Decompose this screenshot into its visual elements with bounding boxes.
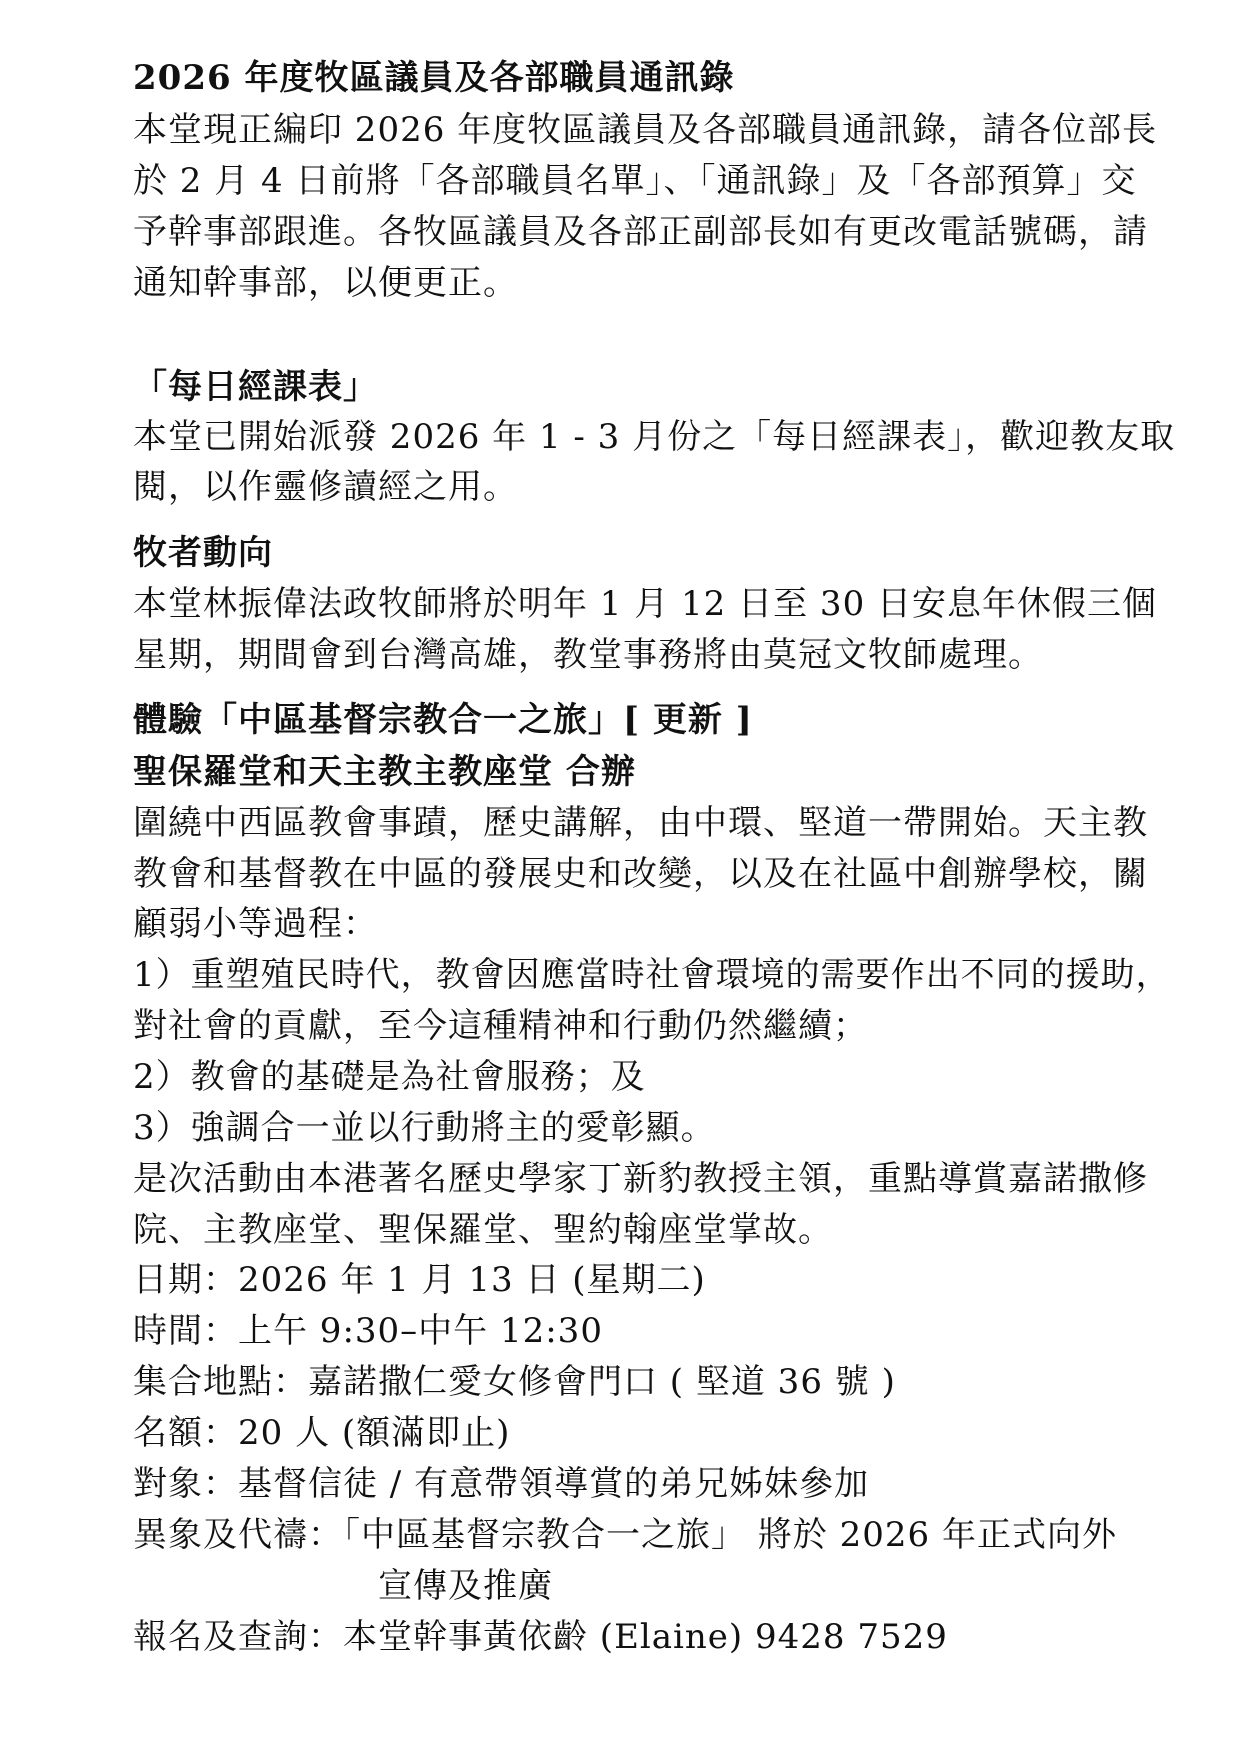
tour-heading: 體驗「中區基督宗教合一之旅」[ 更新 ] (133, 700, 753, 740)
lectionary-text-line: 本堂已開始派發 2026 年 1 - 3 月份之「每日經課表」，歡迎教友取 (133, 417, 1176, 457)
tour-quota-line: 名額：20 人 (額滿即止) (133, 1413, 511, 1453)
pastor-text-line: 星期，期間會到台灣高雄，教堂事務將由莫冠文牧師處理。 (133, 635, 1043, 675)
tour-time-line: 時間：上午 9:30–中午 12:30 (133, 1311, 603, 1351)
tour-subheading: 聖保羅堂和天主教主教座堂 合辦 (133, 752, 636, 792)
tour-text-line: 圍繞中西區教會事蹟，歷史講解，由中環、堅道一帶開始。天主教 (133, 803, 1148, 843)
lectionary-text-line: 閱，以作靈修讀經之用。 (133, 467, 518, 507)
tour-text-line: 1）重塑殖民時代，教會因應當時社會環境的需要作出不同的援助， (133, 955, 1171, 995)
directory-text-line: 通知幹事部，以便更正。 (133, 263, 518, 303)
tour-text-line: 是次活動由本港著名歷史學家丁新豹教授主領，重點導賞嘉諾撒修 (133, 1159, 1148, 1199)
pastor-text-line: 本堂林振偉法政牧師將於明年 1 月 12 日至 30 日安息年休假三個 (133, 584, 1158, 624)
directory-text-line: 予幹事部跟進。各牧區議員及各部正副部長如有更改電話號碼，請 (133, 212, 1148, 252)
tour-date-line: 日期：2026 年 1 月 13 日 (星期二) (133, 1260, 706, 1300)
tour-text-line: 3）強調合一並以行動將主的愛彰顯。 (133, 1108, 716, 1148)
directory-text-line: 本堂現正編印 2026 年度牧區議員及各部職員通訊錄，請各位部長 (133, 110, 1158, 150)
directory-heading: 2026 年度牧區議員及各部職員通訊錄 (133, 58, 735, 98)
pastor-heading: 牧者動向 (133, 533, 273, 573)
tour-text-line: 院、主教座堂、聖保羅堂、聖約翰座堂掌故。 (133, 1210, 833, 1250)
tour-text-line: 2）教會的基礎是為社會服務；及 (133, 1057, 646, 1097)
tour-text-line: 顧弱小等過程： (133, 904, 378, 944)
tour-audience-line: 對象：基督信徒 / 有意帶領導賞的弟兄姊妹參加 (133, 1464, 870, 1504)
tour-vision-line-continued: 宣傳及推廣 (378, 1566, 553, 1606)
tour-venue-line: 集合地點：嘉諾撒仁愛女修會門口 ( 堅道 36 號 ) (133, 1362, 896, 1402)
tour-contact-line: 報名及查詢：本堂幹事黃依齡 (Elaine) 9428 7529 (133, 1617, 948, 1657)
tour-text-line: 教會和基督教在中區的發展史和改變，以及在社區中創辦學校，關 (133, 854, 1148, 894)
tour-vision-line: 異象及代禱：「中區基督宗教合一之旅」 將於 2026 年正式向外 (133, 1515, 1117, 1555)
directory-text-line: 於 2 月 4 日前將「各部職員名單」、「通訊錄」及「各部預算」交 (133, 161, 1137, 201)
lectionary-heading: 「每日經課表」 (133, 367, 378, 407)
tour-text-line: 對社會的貢獻，至今這種精神和行動仍然繼續； (133, 1006, 868, 1046)
